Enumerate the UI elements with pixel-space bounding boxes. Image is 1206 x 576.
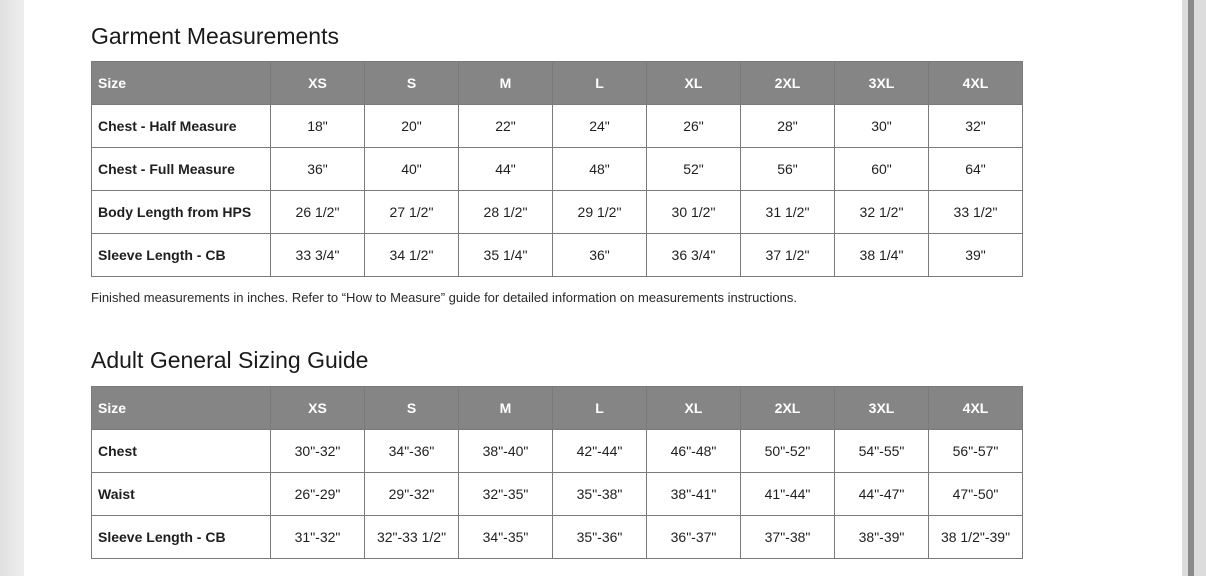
size-column-header: Size: [92, 62, 271, 105]
table-row: [92, 473, 1023, 516]
measurement-cell: 36"-37": [647, 516, 741, 559]
size-header-xl: XL: [647, 387, 741, 430]
measurement-cell: 24": [553, 105, 647, 148]
measurement-cell: 56": [741, 148, 835, 191]
table-body: [92, 430, 1023, 559]
measurement-cell: 26": [647, 105, 741, 148]
table-row: [92, 430, 1023, 473]
size-header-2xl: 2XL: [741, 387, 835, 430]
measurement-cell: 64": [929, 148, 1023, 191]
measurement-cell: 38"-40": [459, 430, 553, 473]
document-page: [24, 0, 1182, 576]
size-header-4xl: 4XL: [929, 387, 1023, 430]
row-label: Chest - Full Measure: [92, 148, 271, 191]
measurement-cell: 40": [365, 148, 459, 191]
measurement-cell: 27 1/2": [365, 191, 459, 234]
measurement-cell: 38 1/2"-39": [929, 516, 1023, 559]
size-header-3xl: 3XL: [835, 387, 929, 430]
row-label: Sleeve Length - CB: [92, 234, 271, 277]
measurement-cell: 32"-33 1/2": [365, 516, 459, 559]
measurement-cell: 46"-48": [647, 430, 741, 473]
table-header: [92, 387, 1023, 430]
row-label: Body Length from HPS: [92, 191, 271, 234]
scrollbar[interactable]: [1188, 0, 1194, 576]
size-header-m: M: [459, 62, 553, 105]
table-header: [92, 62, 1023, 105]
measurement-cell: 50"-52": [741, 430, 835, 473]
size-header-s: S: [365, 62, 459, 105]
measurement-cell: 32 1/2": [835, 191, 929, 234]
measurement-cell: 44": [459, 148, 553, 191]
measurement-cell: 37"-38": [741, 516, 835, 559]
measurement-cell: 32"-35": [459, 473, 553, 516]
row-label: Chest - Half Measure: [92, 105, 271, 148]
measurement-cell: 31 1/2": [741, 191, 835, 234]
size-header-l: L: [553, 387, 647, 430]
measurement-cell: 22": [459, 105, 553, 148]
adult-sizing-guide-title: Adult General Sizing Guide: [91, 347, 369, 373]
measurement-cell: 26 1/2": [271, 191, 365, 234]
measurement-cell: 28": [741, 105, 835, 148]
table-row: [92, 234, 1023, 277]
measurement-cell: 33 1/2": [929, 191, 1023, 234]
size-header-4xl: 4XL: [929, 62, 1023, 105]
size-header-3xl: 3XL: [835, 62, 929, 105]
table-row: [92, 148, 1023, 191]
measurement-cell: 35"-38": [553, 473, 647, 516]
measurement-cell: 37 1/2": [741, 234, 835, 277]
measurement-cell: 30": [835, 105, 929, 148]
page-background-left: [0, 0, 24, 576]
measurement-cell: 38"-39": [835, 516, 929, 559]
size-header-2xl: 2XL: [741, 62, 835, 105]
size-header-s: S: [365, 387, 459, 430]
measurement-cell: 52": [647, 148, 741, 191]
size-header-m: M: [459, 387, 553, 430]
measurement-cell: 56"-57": [929, 430, 1023, 473]
size-column-header: Size: [92, 387, 271, 430]
measurement-cell: 29 1/2": [553, 191, 647, 234]
measurement-cell: 28 1/2": [459, 191, 553, 234]
header-row: [92, 387, 1023, 430]
size-header-xl: XL: [647, 62, 741, 105]
measurement-cell: 36": [553, 234, 647, 277]
measurement-cell: 29"-32": [365, 473, 459, 516]
size-header-l: L: [553, 62, 647, 105]
measurement-cell: 30"-32": [271, 430, 365, 473]
header-row: [92, 62, 1023, 105]
table-row: [92, 516, 1023, 559]
measurement-cell: 36": [271, 148, 365, 191]
measurement-cell: 44"-47": [835, 473, 929, 516]
measurement-cell: 26"-29": [271, 473, 365, 516]
garment-measurements-title: Garment Measurements: [91, 23, 339, 49]
measurement-cell: 38 1/4": [835, 234, 929, 277]
measurement-cell: 54"-55": [835, 430, 929, 473]
measurement-cell: 30 1/2": [647, 191, 741, 234]
table-row: [92, 105, 1023, 148]
adult-sizing-guide-table: [91, 386, 1023, 559]
measurement-cell: 60": [835, 148, 929, 191]
measurement-cell: 33 3/4": [271, 234, 365, 277]
row-label: Waist: [92, 473, 271, 516]
size-header-xs: XS: [271, 62, 365, 105]
row-label: Sleeve Length - CB: [92, 516, 271, 559]
garment-measurements-table: [91, 61, 1023, 277]
measurement-cell: 47"-50": [929, 473, 1023, 516]
measurement-cell: 20": [365, 105, 459, 148]
measurement-cell: 48": [553, 148, 647, 191]
measurement-cell: 18": [271, 105, 365, 148]
measurement-cell: 35 1/4": [459, 234, 553, 277]
row-label: Chest: [92, 430, 271, 473]
size-header-xs: XS: [271, 387, 365, 430]
page-background-right: [1182, 0, 1206, 576]
measurement-cell: 42"-44": [553, 430, 647, 473]
measurement-cell: 35"-36": [553, 516, 647, 559]
measurement-cell: 36 3/4": [647, 234, 741, 277]
measurement-cell: 31"-32": [271, 516, 365, 559]
measurement-cell: 32": [929, 105, 1023, 148]
table-row: [92, 191, 1023, 234]
measurement-cell: 39": [929, 234, 1023, 277]
measurement-cell: 34"-35": [459, 516, 553, 559]
measurement-cell: 34 1/2": [365, 234, 459, 277]
measurement-cell: 34"-36": [365, 430, 459, 473]
measurement-cell: 38"-41": [647, 473, 741, 516]
measurement-note: Finished measurements in inches. Refer to “How to Measure” guide for detailed information on measurements instructions.: [91, 290, 797, 305]
measurement-cell: 41"-44": [741, 473, 835, 516]
table-body: [92, 105, 1023, 277]
